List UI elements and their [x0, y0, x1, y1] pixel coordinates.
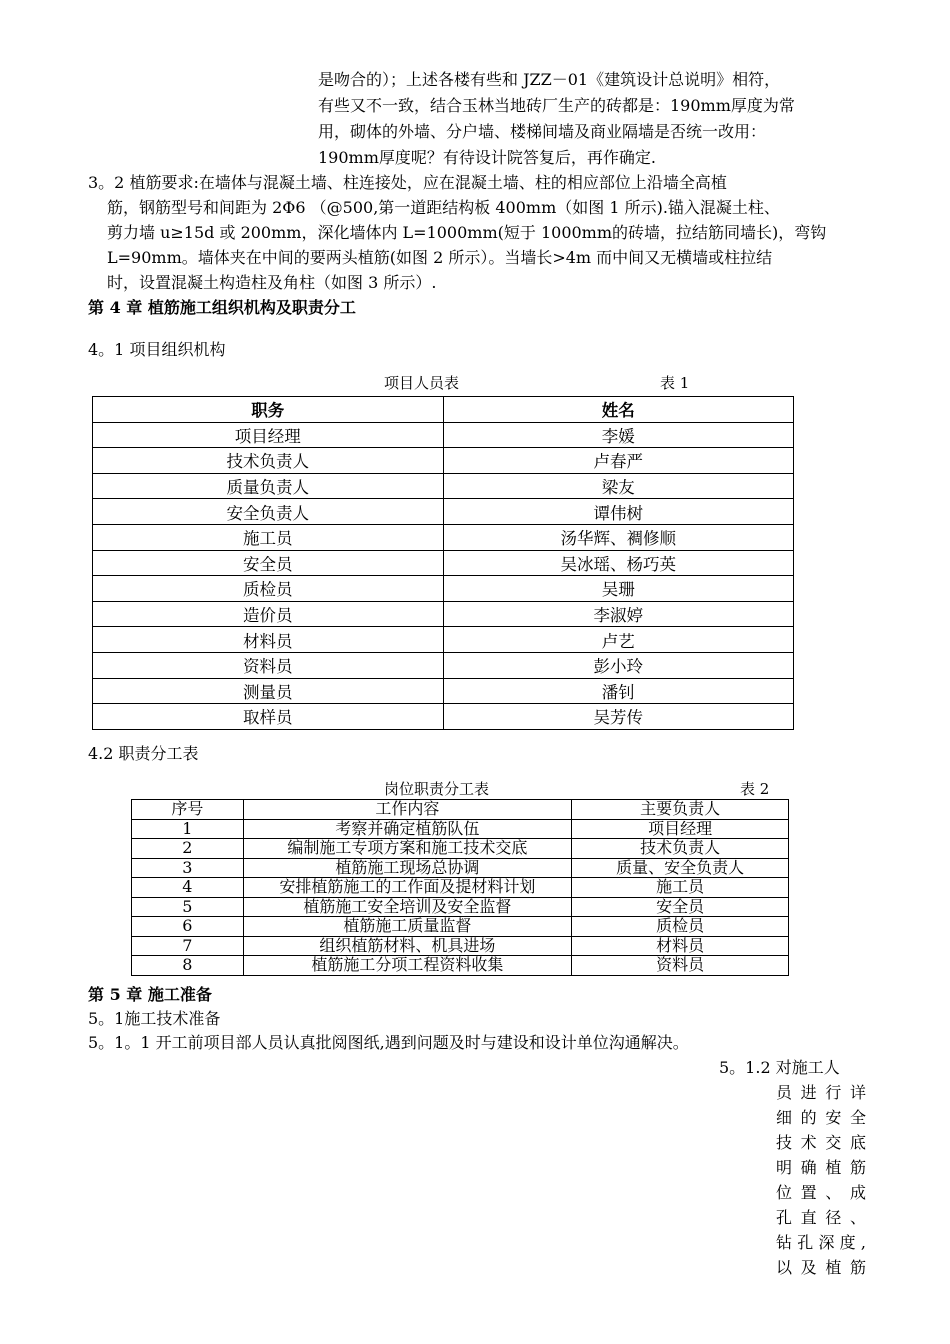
- section-3-2-line-2: 筋，钢筋型号和间距为 2Φ6 （@500,第一道距结构板 400mm（如图 1 所示).锚入混凝土柱、: [107, 198, 780, 217]
- table-row: [132, 897, 789, 917]
- table1-number: 表 1: [660, 374, 690, 392]
- table-row: [132, 936, 789, 956]
- owner-cell: 安全员: [572, 897, 789, 917]
- section-3-2-line-3: 剪力墙 u≥15d 或 200mm，深化墙体内 L=1000mm(短于 1000mm的砖墙，拉结筋同墙长)，弯钩: [107, 223, 827, 242]
- name-cell: 汤华辉、裯修顺: [443, 524, 794, 550]
- position-cell: 取样员: [93, 704, 444, 730]
- name-cell: 谭伟树: [443, 499, 794, 525]
- owner-cell: 施工员: [572, 878, 789, 898]
- intro-line-4: 190mm厚度呢？有待设计院答复后，再作确定.: [318, 148, 656, 167]
- section-3-2-line-4: L=90mm。墙体夹在中间的要两头植筋(如图 2 所示）。当墙长>4m 而中间又无横墙或柱拉结: [107, 248, 773, 267]
- table-row: [93, 678, 794, 704]
- work-cell: 考察并确定植筋队伍: [243, 819, 572, 839]
- chapter-5-title: 第 5 章 施工准备: [88, 985, 212, 1004]
- name-cell: 吴冰瑶、杨巧英: [443, 550, 794, 576]
- index-cell: 3: [132, 858, 244, 878]
- name-cell: 卢艺: [443, 627, 794, 653]
- index-cell: 6: [132, 917, 244, 937]
- owner-cell: 质检员: [572, 917, 789, 937]
- section-5-1-2-line-6: 孔直径、: [776, 1208, 866, 1227]
- table-row: [93, 576, 794, 602]
- position-cell: 测量员: [93, 678, 444, 704]
- work-cell: 安排植筋施工的工作面及提材料计划: [243, 878, 572, 898]
- table-row: [132, 917, 789, 937]
- name-cell: 李媛: [443, 422, 794, 448]
- work-cell: 植筋施工分项工程资料收集: [243, 956, 572, 976]
- table2-caption: 岗位职责分工表: [384, 780, 490, 798]
- column-header-owner: 主要负责人: [572, 800, 789, 820]
- section-4-1-heading: 4。1 项目组织机构: [88, 340, 226, 359]
- column-header-index: 序号: [132, 800, 244, 820]
- section-5-1-1-text: 5。1。1 开工前项目部人员认真批阅图纸,遇到问题及时与建设和设计单位沟通解决。: [88, 1033, 689, 1052]
- table2-number: 表 2: [740, 780, 770, 798]
- name-cell: 吴珊: [443, 576, 794, 602]
- position-cell: 项目经理: [93, 422, 444, 448]
- table-header-row: [93, 397, 794, 423]
- owner-cell: 项目经理: [572, 819, 789, 839]
- section-5-1-2-line-7: 钻孔深度,: [776, 1233, 866, 1252]
- table-row: [132, 956, 789, 976]
- section-5-1-2-line-3: 技术交底: [776, 1133, 866, 1152]
- position-cell: 资料员: [93, 652, 444, 678]
- column-header-work: 工作内容: [243, 800, 572, 820]
- table-row: [93, 627, 794, 653]
- table-row: [93, 473, 794, 499]
- table-row: [93, 601, 794, 627]
- table-row: [93, 652, 794, 678]
- position-cell: 造价员: [93, 601, 444, 627]
- table-row: [132, 878, 789, 898]
- position-cell: 材料员: [93, 627, 444, 653]
- name-cell: 彭小玲: [443, 652, 794, 678]
- column-header-position: 职务: [93, 397, 444, 423]
- index-cell: 1: [132, 819, 244, 839]
- section-5-1-2-line-1: 员进行详: [776, 1083, 866, 1102]
- index-cell: 2: [132, 839, 244, 859]
- index-cell: 8: [132, 956, 244, 976]
- chapter-4-title: 第 4 章 植筋施工组织机构及职责分工: [88, 298, 356, 317]
- table-row: [93, 704, 794, 730]
- staff-table: [92, 396, 794, 730]
- work-cell: 编制施工专项方案和施工技术交底: [243, 839, 572, 859]
- position-cell: 技术负责人: [93, 448, 444, 474]
- duty-table: [131, 799, 789, 976]
- table-row: [132, 819, 789, 839]
- owner-cell: 资料员: [572, 956, 789, 976]
- name-cell: 卢春严: [443, 448, 794, 474]
- name-cell: 梁友: [443, 473, 794, 499]
- work-cell: 植筋施工现场总协调: [243, 858, 572, 878]
- section-5-1-2-line-4: 明确植筋: [776, 1158, 866, 1177]
- index-cell: 7: [132, 936, 244, 956]
- table-row: [93, 550, 794, 576]
- table-row: [93, 524, 794, 550]
- table-row: [93, 422, 794, 448]
- owner-cell: 技术负责人: [572, 839, 789, 859]
- section-5-1-2-line-5: 位置、成: [776, 1183, 866, 1202]
- section-5-1-2-head: 5。1.2 对施工人: [719, 1058, 840, 1077]
- position-cell: 安全员: [93, 550, 444, 576]
- section-5-1-2-line-8: 以及植筋: [776, 1258, 866, 1277]
- position-cell: 安全负责人: [93, 499, 444, 525]
- work-cell: 组织植筋材料、机具进场: [243, 936, 572, 956]
- position-cell: 质量负责人: [93, 473, 444, 499]
- table-row: [93, 499, 794, 525]
- name-cell: 潘钊: [443, 678, 794, 704]
- table-header-row: [132, 800, 789, 820]
- section-3-2-line-1: 3。2 植筋要求:在墙体与混凝土墙、柱连接处，应在混凝土墙、柱的相应部位上沿墙全高植: [88, 173, 727, 192]
- name-cell: 吴芳传: [443, 704, 794, 730]
- position-cell: 质检员: [93, 576, 444, 602]
- intro-line-1: 是吻合的）；上述各楼有些和 JZZ－01《建筑设计总说明》相符，: [318, 70, 781, 89]
- name-cell: 李淑婷: [443, 601, 794, 627]
- index-cell: 5: [132, 897, 244, 917]
- index-cell: 4: [132, 878, 244, 898]
- table1-caption: 项目人员表: [384, 374, 460, 392]
- table-row: [132, 839, 789, 859]
- section-4-2-heading: 4.2 职责分工表: [88, 744, 199, 763]
- table-row: [132, 858, 789, 878]
- position-cell: 施工员: [93, 524, 444, 550]
- intro-line-2: 有些又不一致，结合玉林当地砖厂生产的砖都是：190mm厚度为常: [318, 96, 795, 115]
- work-cell: 植筋施工安全培训及安全监督: [243, 897, 572, 917]
- table-row: [93, 448, 794, 474]
- column-header-name: 姓名: [443, 397, 794, 423]
- section-3-2-line-5: 时，设置混凝土构造柱及角柱（如图 3 所示）.: [107, 273, 437, 292]
- section-5-1-heading: 5。1施工技术准备: [88, 1009, 221, 1028]
- section-5-1-2-line-2: 细的安全: [776, 1108, 866, 1127]
- owner-cell: 材料员: [572, 936, 789, 956]
- owner-cell: 质量、安全负责人: [572, 858, 789, 878]
- intro-line-3: 用，砌体的外墙、分户墙、楼梯间墙及商业隔墙是否统一改用：: [318, 122, 767, 141]
- work-cell: 植筋施工质量监督: [243, 917, 572, 937]
